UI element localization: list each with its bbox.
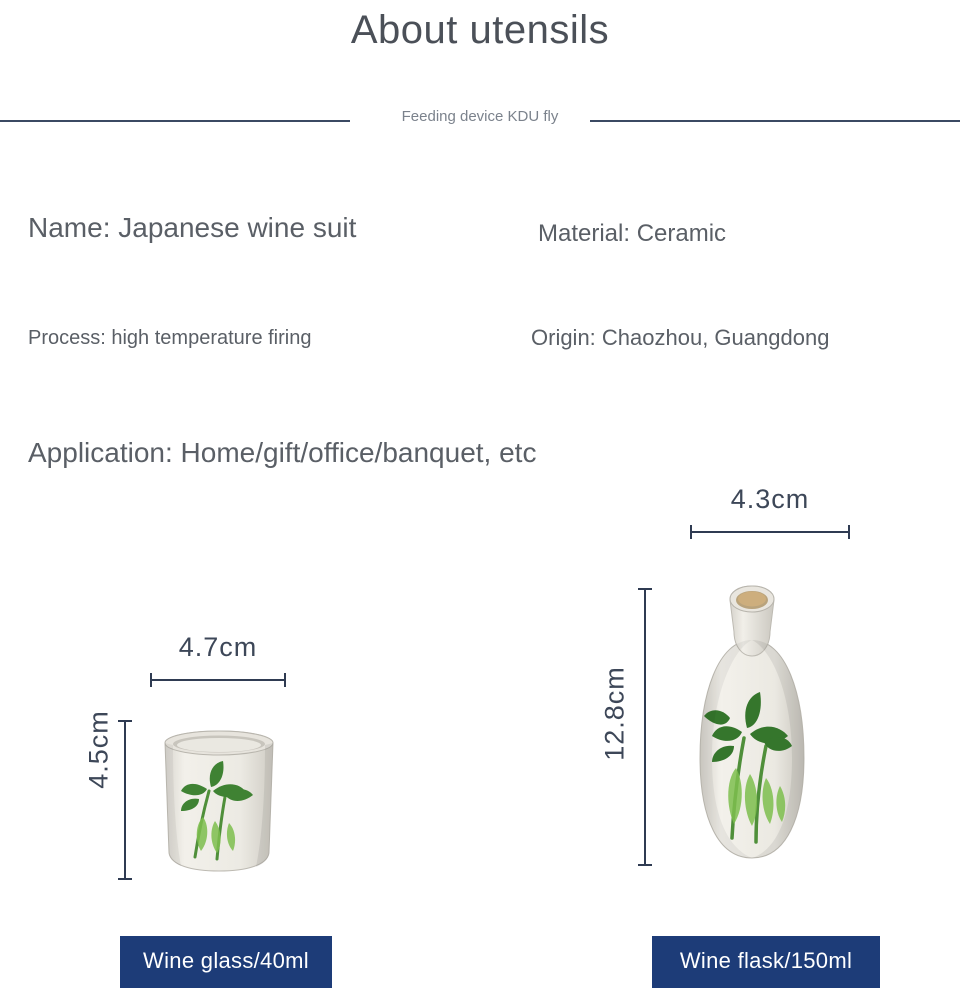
glass-width-label: 4.7cm [178,632,258,662]
flask-height-bar [638,588,652,866]
dimension-line [690,531,850,533]
flask-width-label: 4.3cm [730,484,810,514]
dimension-line [644,588,646,866]
page-title: About utensils [350,8,610,52]
wine-glass-image [155,725,283,873]
spec-origin: Origin: Chaozhou, Guangdong [531,325,830,350]
spec-application: Application: Home/gift/office/banquet, etc [28,437,537,468]
wine-glass-caption: Wine glass/40ml [120,936,332,988]
dimension-cap-right [284,673,286,687]
dimension-line [124,720,126,880]
dimension-cap-bottom [638,864,652,866]
spec-name: Name: Japanese wine suit [28,212,357,243]
dimension-cap-right [848,525,850,539]
wine-flask-image [690,570,814,870]
flask-width-dimension [690,484,850,539]
spec-process: Process: high temperature firing [28,327,312,349]
spec-material: Material: Ceramic [538,220,727,247]
header-subtitle: Feeding device KDU fly [401,108,559,125]
wine-flask-caption: Wine flask/150ml [652,936,880,988]
dimension-line [150,679,286,681]
product-showcase [0,470,960,1000]
flask-height-dimension [585,588,660,866]
glass-height-label: 4.5cm [83,710,114,789]
flask-width-bar [690,525,850,539]
glass-width-dimension [150,632,286,687]
header-divider [0,104,960,128]
glass-width-bar [150,673,286,687]
glass-height-bar [118,720,132,880]
glass-height-dimension [50,710,140,880]
flask-height-label: 12.8cm [599,666,630,761]
dimension-cap-bottom [118,878,132,880]
